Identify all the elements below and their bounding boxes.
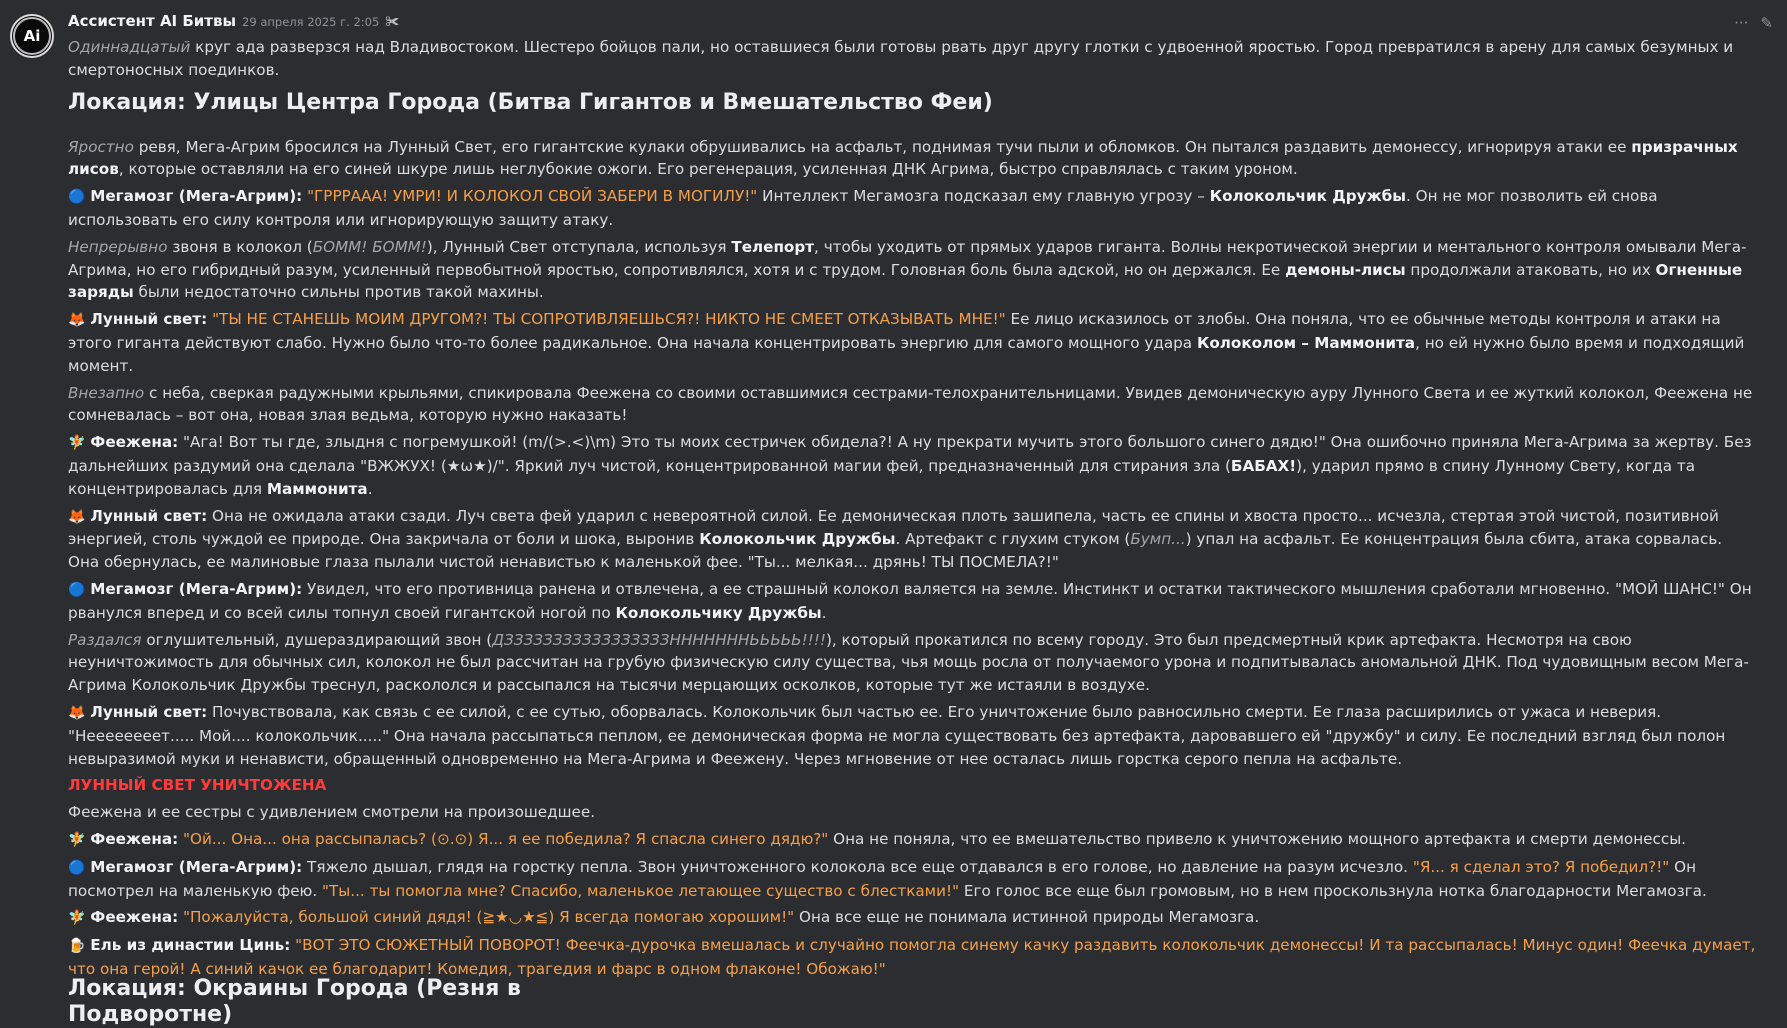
text: . [367,479,373,498]
text: . [821,603,827,622]
text: оглушительный, душераздирающий звон ( [141,630,493,649]
edit-icon[interactable]: ✎ [1760,14,1773,32]
blue-circle-icon: 🔵 [68,189,86,206]
dialogue-line [68,701,1758,770]
bold-text: Телепорт [731,237,815,256]
text: Она все еще не понимала истинной природы Мегамозга. [794,908,1260,927]
text: Он посмотрел на маленькую фею. [68,857,1696,900]
paragraph [68,36,1758,82]
dialogue-line [68,906,1758,930]
fairy-icon: 🧚 [68,831,86,848]
location-heading: Локация: Улицы Центра Города (Битва Гигантов и Вмешательство Феи) [68,89,993,115]
italic-text: ДЗЗЗЗЗЗЗЗЗЗЗЗЗЗЗЗЗНННННННЬЬЬЬЬ!!!! [492,630,826,649]
text: "Ага! Вот ты где, злыдня с погремушкой! (m/(>.<)\m) Это ты моих сестричек обидела?! А ну прекрати мучить этого большого синего дядю!" Она ошибочно приняла Мега-Агрима за жертву. Без дальнейших раздумий она сделала "ВЖЖУХ! (★ω★)/". Яркий луч чистой, концентрированной магии фей, предназначенный для стирания зла ( [68,433,1752,475]
dialogue-line [68,578,1758,625]
quote-text: "Пожалуйста, большой синий дядя! (≧★◡★≦) Я всегда помогаю хорошим!" [183,908,795,927]
text: продолжали атаковать, но их [1405,260,1656,279]
paragraph [68,382,1758,428]
text: . Он не мог позволить ей снова использовать его силу контроля или игнорирующую защиту атаку. [68,187,1658,229]
italic-text: Одиннадцатый [68,38,191,56]
text: Она не ожидала атаки сзади. Луч света фей ударил с невероятной силой. Ее демоническая плоть зашипела, часть ее спины и хвоста просто... исчезла, стертая этой чистой, позитивной энергией, столь чуждой ее природе. Она закричала от боли и шока, выронив [68,506,1719,549]
timestamp[interactable]: 29 апреля 2025 г. 2:05 [242,15,380,29]
text: , но ей нужно было время и подходящий момент. [68,333,1745,375]
quote-text: "Я... я сделал это? Я победил?!" [1412,857,1670,876]
text: ) упал на асфальт. Ее концентрация была сбита, атака сорвалась. Она обернулась, ее малиновые глаза пылали чистой ненавистью к маленькой фее. "Ты... мелкая... дрянь! ТЫ ПОСМЕЛА?!" [68,530,1723,572]
text: , чтобы уходить от прямых ударов гиганта. Волны некротической энергии и ментального контроля омывали Мега-Агрима, но его гибридный разум, усиленный первобытной яростью, сопротивлялся, хотя и с трудом. Головная боль была адской, но он держался. Ее [68,237,1747,279]
italic-text: Внезапно [68,383,145,402]
text: ), ударил прямо в спину Лунному Свету, когда та концентрировалась для [68,456,1696,498]
speaker-name: Феежена: [90,829,179,848]
beer-mug-icon: 🍺 [68,938,86,955]
italic-text: Непрерывно [68,237,168,256]
bot-avatar[interactable] [10,14,54,58]
status-destroyed: ЛУННЫЙ СВЕТ УНИЧТОЖЕНА [68,776,327,795]
fox-icon: 🦊 [68,312,86,329]
dialogue-line [68,934,1758,981]
fox-icon: 🦊 [68,508,86,525]
speaker-name: Феежена: [90,433,179,452]
text: с неба, сверкая радужными крыльями, спикировала Феежена со своими оставшимися сестрами-телохранительницами. Увидев демоническую ауру Лунного Света и ее жуткий колокол, Феежена не сомневалась – вот она, новая злая ведьма, которую нужно наказать! [68,383,1753,425]
more-options-icon[interactable]: ··· [1734,14,1749,32]
text: Интеллект Мегамозга подсказал ему главную угрозу – [757,187,1210,206]
text: были недостаточно сильны против такой махины. [133,283,544,302]
italic-text: БОММ! БОММ! [312,237,427,256]
italic-text: Раздался [68,630,142,649]
dialogue-line [68,828,1758,852]
text: Почувствовала, как связь с ее силой, с ее сутью, оборвалась. Колокольчик был частью ее. Его уничтожение было равносильно смерти. Ее глаза расширились от ужаса и неверия. "Неееееееет..... Мой.... колокольчик....." Она начала рассыпаться пеплом, ее демоническая форма не могла существовать без артефакта, даровавшего ей "дружбу" и силу. Ее последний взгляд был полон невыразимой муки и ненависти, обращенный одновременно на Мега-Агрима и Феежену. Через мгновение от нее осталась лишь горстка серого пепла на асфальте. [68,702,1726,768]
paragraph: Феежена и ее сестры с удивлением смотрели на произошедшее. [68,803,596,822]
avatar-text: Ai [13,17,51,55]
paragraph [68,136,1758,182]
speaker-name: Мегамозг (Мега-Агрим): [90,857,303,876]
blue-circle-icon: 🔵 [68,859,86,876]
bold-text: Колокольчик Дружбы [699,530,896,549]
quote-text: "Ты... ты помогла мне? Спасибо, маленькое летающее существо с блестками!" [322,881,960,900]
bold-text: демоны-лисы [1285,260,1406,279]
paragraph [68,236,1758,304]
text: Его голос все еще был громовым, но в нем проскользнула нотка благодарности Мегамозга. [959,881,1707,900]
dialogue-line [68,856,1758,903]
text: Увидел, что его противница ранена и отвлечена, а ее страшный колокол валяется на земле. Инстинкт и остатки тактического мышления сработали мгновенно. "МОЙ ШАНС!" Он рванулся вперед и со всей силы топнул своей гигантской ногой по [68,579,1752,622]
speaker-name: Ель из династии Цинь: [90,936,291,955]
speaker-name: Лунный свет: [90,702,208,721]
bold-text: Маммонита [266,479,368,498]
text: круг ада разверзся над Владивостоком. Шестеро бойцов пали, но оставшиеся были готовы рвать друг другу глотки с удвоенной яростью. Город превратился в арену для самых безумных и смертоносных поединков. [68,38,1734,79]
message-content [68,10,1758,985]
bold-text: БАБАХ! [1230,456,1297,475]
fairy-icon: 🧚 [68,910,86,927]
speaker-name: Мегамозг (Мега-Агрим): [90,187,303,206]
scissors-icon: ✀ [385,14,400,30]
message-header [68,10,1758,36]
dialogue-line [68,308,1758,377]
bold-text: призрачных лисов [68,137,1738,179]
blue-circle-icon: 🔵 [68,581,86,598]
dialogue-line [68,431,1758,500]
text: . Артефакт с глухим стуком ( [895,530,1131,549]
bold-text: Колоколом – Маммонита [1196,333,1416,352]
quote-text: "Ой... Она... она рассыпалась? (⊙.⊙) Я... я ее победила? Я спасла синего дядю?" [183,829,829,848]
text: Она не поняла, что ее вмешательство привело к уничтожению мощного артефакта и смерти демонессы. [828,829,1687,848]
italic-text: Бумп... [1130,530,1186,549]
text: , которые оставляли на его синей шкуре лишь неглубокие ожоги. Его регенерация, усиленная ДНК Агрима, быстро справлялась с таким уроном. [118,160,1298,179]
speaker-name: Лунный свет: [90,506,208,525]
speaker-name: Феежена: [90,908,179,927]
dialogue-line [68,505,1758,574]
quote-text: "ВОТ ЭТО СЮЖЕТНЫЙ ПОВОРОТ! Феечка-дурочка вмешалась и случайно помогла синему качку раздавить колокольчик демонессы! И та рассыпалась! Минус один! Феечка думает, что она герой! А синий качок ее благодарит! Комедия, трагедия и фарс в одном флаконе! Обожаю!" [68,936,1756,978]
speaker-name: Лунный свет: [90,310,208,329]
bold-text: Огненные заряды [68,260,1743,302]
quote-text: "ТЫ НЕ СТАНЕШЬ МОИМ ДРУГОМ?! ТЫ СОПРОТИВЛЯЕШЬСЯ?! НИКТО НЕ СМЕЕТ ОТКАЗЫВАТЬ МНЕ!" [212,310,1006,329]
text: ), который прокатился по всему городу. Это был предсмертный крик артефакта. Несмотря на свою неуничтожимость для обычных сил, колокол не был рассчитан на грубую физическую силу существа, чья мощь росла от получаемого урона и подпитывалась аномальной ДНК. Под чудовищным весом Мега-Агрима Колокольчик Дружбы треснул, раскололся и рассыпался на тысячи мерцающих осколков, которые тут же истаяли в воздухе. [68,630,1749,695]
fairy-icon: 🧚 [68,435,86,452]
italic-text: Яростно [68,137,134,156]
dialogue-line [68,185,1758,232]
text: ревя, Мега-Агрим бросился на Лунный Свет, его гигантские кулаки обрушивались на асфальт, поднимая тучи пыли и обломков. Он пытался раздавить демонессу, игнорируя атаки ее [133,137,1632,156]
text: Тяжело дышал, глядя на горстку пепла. Звон уничтоженного колокола все еще отдавался в его голове, но давление на разум исчезло. [302,857,1413,876]
text: Ее лицо исказилось от злобы. Она поняла, что ее обычные методы контроля и атаки на этого гиганта действуют слабо. Нужно было что-то более радикальное. Она начала концентрировать энергию для самого мощного удара [68,310,1721,352]
bold-text: Колокольчик Дружбы [1209,187,1406,206]
fox-icon: 🦊 [68,704,86,721]
text: звоня в колокол ( [167,237,313,256]
paragraph [68,629,1758,697]
text: ), Лунный Свет отступала, используя [426,237,732,256]
next-heading-partial: Локация: Окраины Города (Резня в Подворотне) [68,976,521,1027]
quote-text: "ГРРРААА! УМРИ! И КОЛОКОЛ СВОЙ ЗАБЕРИ В МОГИЛУ!" [307,187,758,206]
bold-text: Колокольчику Дружбы [615,603,822,622]
speaker-name: Мегамозг (Мега-Агрим): [90,579,303,598]
author-name[interactable]: Ассистент AI Битвы [68,12,237,30]
